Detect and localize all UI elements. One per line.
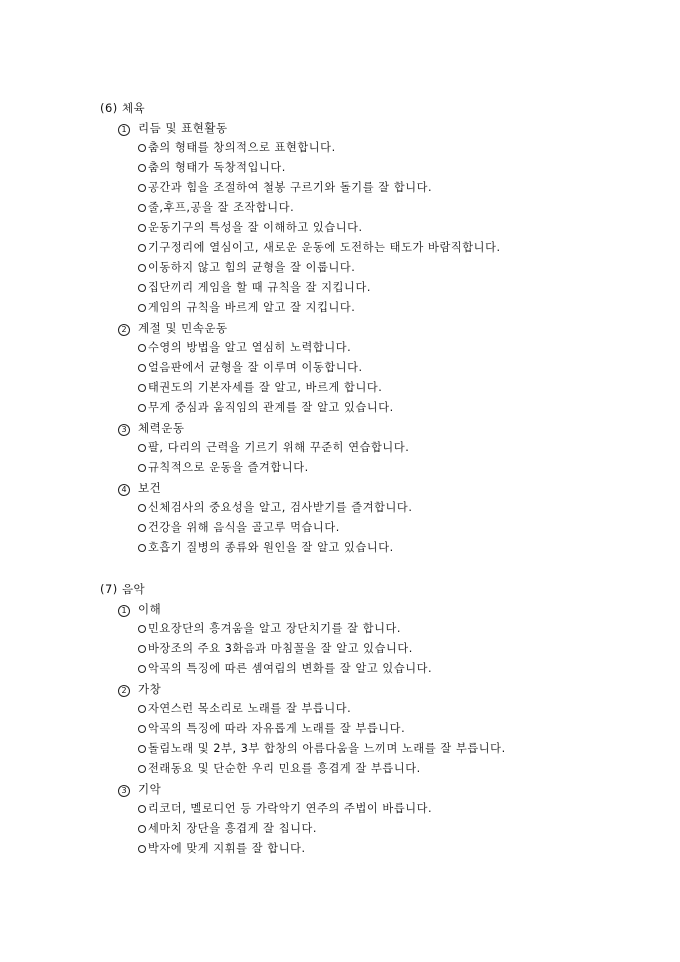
circle-bullet-icon: [138, 384, 146, 392]
list-item: 악곡의 특징에 따라 자유롭게 노래를 잘 부릅니다.: [100, 719, 660, 739]
list-item: 얼음판에서 균형을 잘 이루며 이동합니다.: [100, 358, 660, 378]
list-item: 공간과 힘을 조절하여 철봉 구르기와 돌기를 잘 합니다.: [100, 178, 660, 198]
circled-number: 2: [118, 685, 130, 697]
subsection-title: [100, 118, 660, 138]
circled-number: 1: [118, 605, 130, 617]
list-item: 악곡의 특징에 따른 셈여림의 변화를 잘 알고 있습니다.: [100, 659, 660, 679]
circle-bullet-icon: [138, 404, 146, 412]
circle-bullet-icon: [138, 144, 146, 152]
list-item: 춤의 형태를 창의적으로 표현합니다.: [100, 138, 660, 158]
list-item: 돌림노래 및 2부, 3부 합창의 아름다움을 느끼며 노래를 잘 부릅니다.: [100, 739, 660, 759]
list-item: 집단끼리 게임을 할 때 규칙을 잘 지킵니다.: [100, 278, 660, 298]
circled-number: 3: [118, 785, 130, 797]
circled-number: 2: [118, 324, 130, 336]
list-item: 태권도의 기본자세를 잘 알고, 바르게 합니다.: [100, 378, 660, 398]
list-item: 이동하지 않고 힘의 균형을 잘 이룹니다.: [100, 258, 660, 278]
list-item: 전래동요 및 단순한 우리 민요를 흥겹게 잘 부릅니다.: [100, 759, 660, 779]
circle-bullet-icon: [138, 665, 146, 673]
circle-bullet-icon: [138, 224, 146, 232]
section-music: [100, 579, 660, 859]
subsection-title-text: 체력운동: [138, 421, 185, 435]
list-item: 건강을 위해 음식을 골고루 먹습니다.: [100, 518, 660, 538]
circled-number: 4: [118, 484, 130, 496]
circle-bullet-icon: [138, 705, 146, 713]
list-item: 운동기구의 특성을 잘 이해하고 있습니다.: [100, 218, 660, 238]
subsection-title-text: 리듬 및 표현활동: [138, 121, 228, 135]
subsection-title: [100, 679, 660, 699]
list-item: 규칙적으로 운동을 즐겨합니다.: [100, 458, 660, 478]
circled-number: 1: [118, 124, 130, 136]
circle-bullet-icon: [138, 284, 146, 292]
circle-bullet-icon: [138, 444, 146, 452]
circle-bullet-icon: [138, 364, 146, 372]
subsection-title-text: 기악: [138, 782, 162, 796]
list-item: 박자에 맞게 지휘를 잘 합니다.: [100, 839, 660, 859]
list-item: 세마치 장단을 흥겹게 잘 칩니다.: [100, 819, 660, 839]
list-item: 팔, 다리의 근력을 기르기 위해 꾸준히 연습합니다.: [100, 438, 660, 458]
circle-bullet-icon: [138, 344, 146, 352]
circle-bullet-icon: [138, 204, 146, 212]
circle-bullet-icon: [138, 544, 146, 552]
circle-bullet-icon: [138, 504, 146, 512]
list-item: 기구정리에 열심이고, 새로운 운동에 도전하는 태도가 바람직합니다.: [100, 238, 660, 258]
circled-number: 3: [118, 424, 130, 436]
circle-bullet-icon: [138, 845, 146, 853]
circle-bullet-icon: [138, 184, 146, 192]
circle-bullet-icon: [138, 645, 146, 653]
circle-bullet-icon: [138, 244, 146, 252]
subsection-title: [100, 318, 660, 338]
circle-bullet-icon: [138, 725, 146, 733]
circle-bullet-icon: [138, 805, 146, 813]
list-item: 신체검사의 중요성을 알고, 검사받기를 즐겨합니다.: [100, 498, 660, 518]
circle-bullet-icon: [138, 304, 146, 312]
circle-bullet-icon: [138, 524, 146, 532]
subsection-title-text: 보건: [138, 481, 162, 495]
list-item: 민요장단의 흥겨움을 알고 장단치기를 잘 합니다.: [100, 619, 660, 639]
circle-bullet-icon: [138, 765, 146, 773]
circle-bullet-icon: [138, 164, 146, 172]
list-item: 리코더, 멜로디언 등 가락악기 연주의 주법이 바릅니다.: [100, 799, 660, 819]
section-title: (6) 체육: [100, 101, 146, 115]
list-item: 줄,후프,공을 잘 조작합니다.: [100, 198, 660, 218]
section-title: (7) 음악: [100, 582, 146, 596]
list-item: 자연스런 목소리로 노래를 잘 부릅니다.: [100, 699, 660, 719]
list-item: 무게 중심과 움직임의 관계를 잘 알고 있습니다.: [100, 398, 660, 418]
subsection-title-text: 이해: [138, 602, 162, 616]
section-physical-education: [100, 98, 660, 558]
list-item: 호흡기 질병의 종류와 원인을 잘 알고 있습니다.: [100, 538, 660, 558]
list-item: 바장조의 주요 3화음과 마침꼴을 잘 알고 있습니다.: [100, 639, 660, 659]
list-item: 게임의 규칙을 바르게 알고 잘 지킵니다.: [100, 298, 660, 318]
subsection-title: [100, 478, 660, 498]
circle-bullet-icon: [138, 825, 146, 833]
subsection-title-text: 가창: [138, 682, 162, 696]
subsection-title-text: 계절 및 민속운동: [138, 321, 228, 335]
list-item: 수영의 방법을 알고 열심히 노력합니다.: [100, 338, 660, 358]
circle-bullet-icon: [138, 625, 146, 633]
subsection-title: [100, 599, 660, 619]
subsection-title: [100, 779, 660, 799]
list-item: 춤의 형태가 독창적입니다.: [100, 158, 660, 178]
circle-bullet-icon: [138, 745, 146, 753]
subsection-title: [100, 418, 660, 438]
circle-bullet-icon: [138, 464, 146, 472]
circle-bullet-icon: [138, 264, 146, 272]
